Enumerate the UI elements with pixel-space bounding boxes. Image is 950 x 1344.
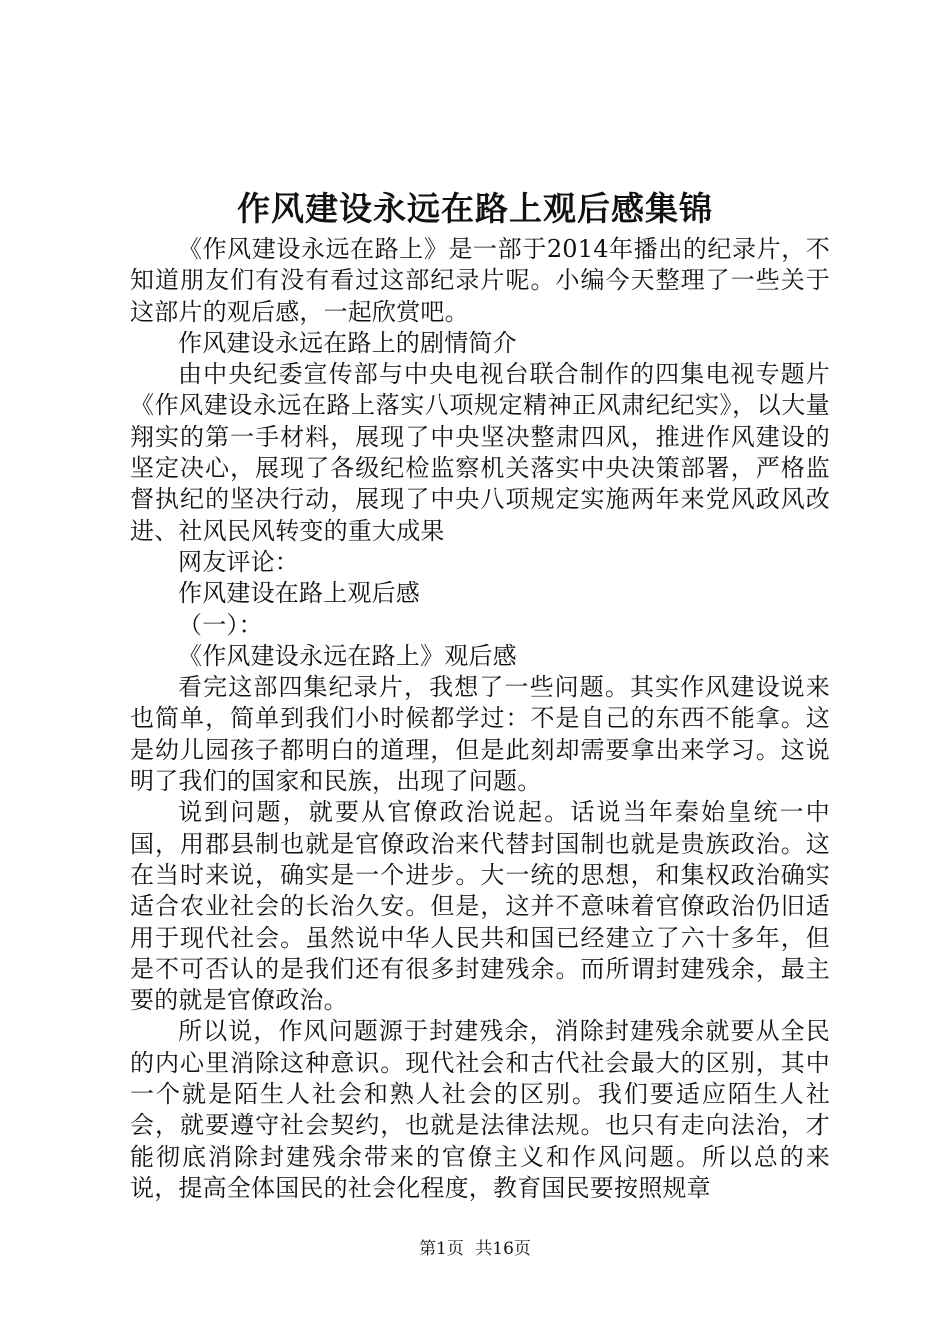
paragraph-body-3: 所以说，作风问题源于封建残余，消除封建残余就要从全民的内心里消除这种意识。现代社会和古代社会最大的区别，其中一个就是陌生人社会和熟人社会的区别。我们要适应陌生人社会，就要遵守社会契约，也就是法律法规。也只有走向法治，才能彻底消除封建残余带来的官僚主义和作风问题。所以总的来说，提高全体国民的社会化程度，教育国民要按照规章	[130, 1017, 830, 1202]
paragraph-review-heading: 作风建设在路上观后感	[178, 579, 420, 608]
paragraph-review-title: 《作风建设永远在路上》观后感	[178, 641, 517, 670]
document-title: 作风建设永远在路上观后感集锦	[237, 189, 713, 228]
paragraph-body-2: 说到问题，就要从官僚政治说起。话说当年秦始皇统一中国，用郡县制也就是官僚政治来代替封国制也就是贵族政治。这在当时来说，确实是一个进步。大一统的思想，和集权政治确实适合农业社会的长治久安。但是，这并不意味着官僚政治仍旧适用于现代社会。虽然说中华人民共和国已经建立了六十多年，但是不可否认的是我们还有很多封建残余。而所谓封建残余，最主要的就是官僚政治。	[130, 798, 830, 1015]
paragraph-comments-heading: 网友评论：	[178, 547, 299, 576]
paragraph-intro: 《作风建设永远在路上》是一部于2014年播出的纪录片，不知道朋友们有没有看过这部纪录片呢。小编今天整理了一些关于这部片的观后感，一起欣赏吧。	[130, 235, 830, 326]
paragraph-body-1: 看完这部四集纪录片，我想了一些问题。其实作风建设说来也简单，简单到我们小时候都学过：不是自己的东西不能拿。这是幼儿园孩子都明白的道理，但是此刻却需要拿出来学习。这说明了我们的国家和民族，出现了问题。	[130, 673, 830, 796]
paragraph-synopsis: 由中央纪委宣传部与中央电视台联合制作的四集电视专题片《作风建设永远在路上落实八项规定精神正风肃纪纪实》，以大量翔实的第一手材料，展现了中央坚决整肃四风，推进作风建设的坚定决心，展现了各级纪检监察机关落实中央决策部署，严格监督执纪的坚决行动，展现了中央八项规定实施两年来党风政风改进、社风民风转变的重大成果	[130, 360, 830, 545]
page-footer: 第1页 共16页	[419, 1239, 531, 1259]
paragraph-section-one: （一）：	[178, 610, 263, 639]
document-body	[130, 234, 830, 1204]
paragraph-synopsis-heading: 作风建设永远在路上的剧情简介	[178, 328, 517, 357]
